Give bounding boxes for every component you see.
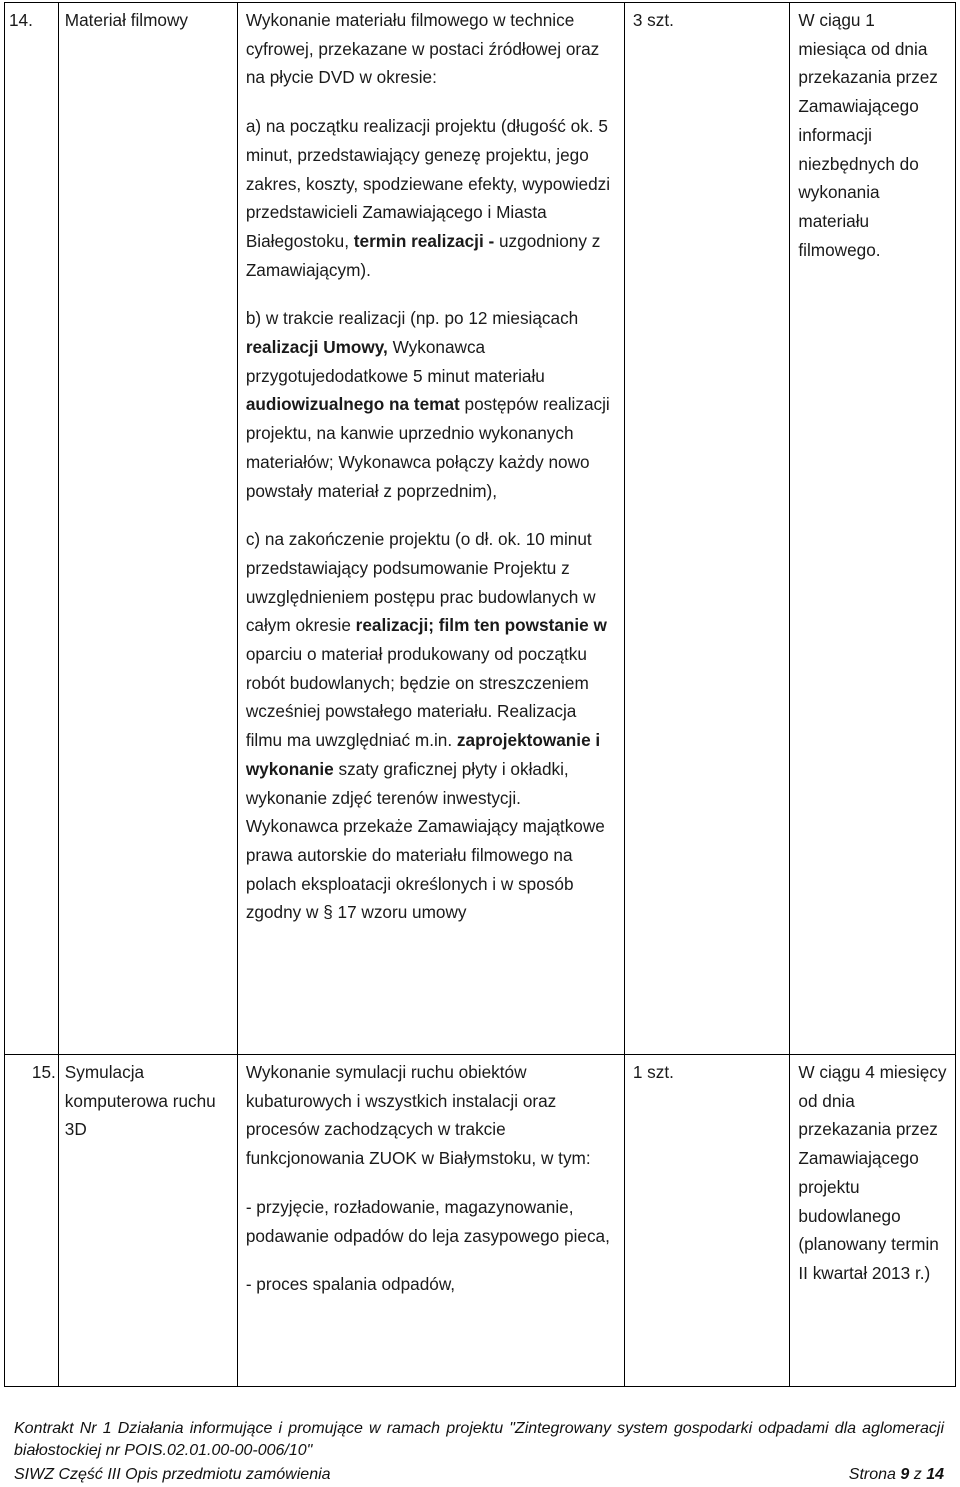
part-c-bold-2: zaprojektowanie i wykonanie — [245, 730, 601, 779]
description-cell — [237, 1055, 624, 1387]
document-title: SIWZ Część III Opis przedmiotu zamówienia — [14, 1466, 331, 1483]
page-total: 14 — [926, 1466, 944, 1483]
term-cell — [790, 1055, 956, 1387]
description-part-c — [246, 525, 616, 927]
part-a-text-end: uzgodniony z Zamawiającym). — [245, 230, 601, 280]
description-cell — [237, 3, 624, 1055]
part-c-text-end: szaty graficznej płyty i okładki, wykonanie zdjęć terenów inwestycji. Wykonawca przekaże Zamawiający majątkowe prawa autorskie do materiału filmowego na polach eksploatacji określonych i w sposób zgodny w § 17 wzoru umowy — [245, 758, 605, 923]
part-b-text-end: postępów realizacji projektu, na kanwie uprzednio wykonanych materiałów; Wykonawca połączy każdy nowo powstały materiał z poprzednim), — [245, 394, 610, 501]
page-separator: z — [913, 1466, 922, 1483]
footer-bottom — [14, 1464, 944, 1486]
page-current: 9 — [900, 1466, 910, 1483]
item-name: Materiał filmowy — [64, 10, 188, 30]
table-row — [5, 3, 956, 1055]
term: W ciągu 4 miesięcy od dnia przekazania przez Zamawiającego projektu budowlanego (planowany termin II kwartał 2013 r.) — [798, 1062, 947, 1283]
item-name-cell — [58, 1055, 237, 1387]
part-b-text: b) w trakcie realizacji (np. po 12 miesiącach — [245, 308, 579, 329]
quantity: 1 szt. — [632, 1062, 674, 1082]
term-cell — [790, 3, 956, 1055]
footer-contract-info: Kontrakt Nr 1 Działania informujące i promujące w ramach projektu "Zintegrowany system gospodarki odpadami dla aglomeracji białostockiej nr POIS.02.01.00-00-006/10" — [14, 1420, 944, 1459]
part-c-text-mid: oparciu o materiał produkowany od początku robót budowlanych; będzie on streszczeniem wcześniej powstałego materiału. Realizacja filmu ma uwzględniać m.in. — [245, 644, 589, 751]
part-a-bold: termin realizacji - — [353, 230, 495, 251]
part-b-bold-2: audiowizualnego na temat — [245, 394, 460, 415]
part-b-text-mid: Wykonawca przygotujedodatkowe 5 minut materiału — [245, 337, 545, 386]
row-number-text: 15. — [31, 1062, 56, 1082]
quantity-cell — [624, 1055, 790, 1387]
list-item: - przyjęcie, rozładowanie, magazynowanie, podawanie odpadów do leja zasypowego pieca, — [245, 1196, 610, 1246]
part-c-text: c) na zakończenie projektu (o dł. ok. 10 minut przedstawiający podsumowanie Projektu z uwzględnieniem postępu prac budowlanych w całym okresie — [245, 529, 596, 636]
item-name-cell — [58, 3, 237, 1055]
quantity-cell — [624, 3, 790, 1055]
table-row — [5, 1055, 956, 1387]
quantity: 3 szt. — [632, 10, 674, 30]
specification-table — [4, 2, 956, 1387]
row-number — [5, 1055, 59, 1387]
part-b-bold: realizacji Umowy, — [245, 337, 388, 358]
row-number — [5, 3, 59, 1055]
list-item: - proces spalania odpadów, — [245, 1274, 456, 1295]
item-name: Symulacja komputerowa ruchu 3D — [64, 1062, 216, 1140]
part-c-bold: realizacji; film ten powstanie w — [355, 615, 607, 636]
row-number-text: 14. — [9, 10, 33, 30]
description-intro: Wykonanie materiału filmowego w technice cyfrowej, przekazane w postaci źródłowej oraz na płycie DVD w okresie: — [245, 10, 600, 88]
term: W ciągu 1 miesiąca od dnia przekazania przez Zamawiającego informacji niezbędnych do wykonania materiału filmowego. — [798, 10, 938, 260]
description-part-b — [246, 304, 616, 505]
page-word: Strona — [848, 1466, 896, 1483]
page-indicator — [849, 1464, 944, 1486]
description-intro: Wykonanie symulacji ruchu obiektów kubaturowych i wszystkich instalacji oraz procesów zachodzących w trakcie funkcjonowania ZUOK w Białymstoku, w tym: — [245, 1062, 591, 1169]
description-part-a — [246, 112, 616, 284]
part-a-text: a) na początku realizacji projektu (długość ok. 5 minut, przedstawiający genezę projektu, jego zakres, koszty, spodziewane efekty, wypowiedzi przedstawicieli Zamawiającego i Miasta Białegostoku, — [245, 116, 611, 251]
